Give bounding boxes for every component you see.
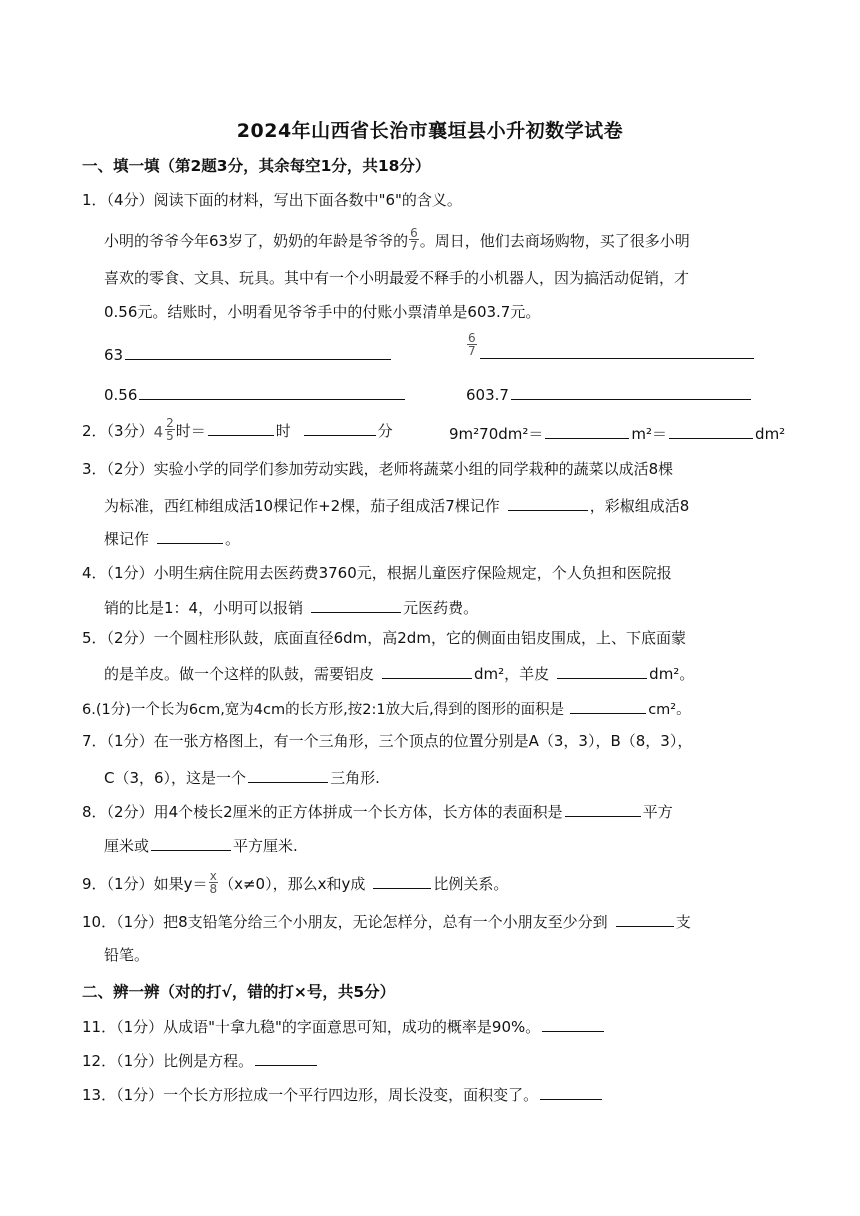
q10-line2: 铅笔。 (104, 946, 150, 964)
q8-line2 (104, 834, 298, 856)
q2-text: 分 (377, 422, 393, 440)
q3-text: ，彩椒组成活8 (589, 497, 690, 515)
answer-blank[interactable] (208, 419, 274, 436)
q6-text: cm²。 (648, 702, 691, 718)
answer-blank[interactable] (545, 422, 629, 439)
answer-blank[interactable] (248, 766, 328, 783)
q5-line2 (104, 662, 694, 684)
q9-text: 9．（1分）如果y＝ (82, 875, 208, 893)
answer-blank[interactable] (511, 383, 751, 400)
q2-text: dm² (755, 425, 786, 443)
q1-para-line3: 0.56元。结账时，小明看见爷爷手中的付账小票清单是603.7元。 (104, 303, 541, 321)
answer-blank[interactable] (669, 422, 753, 439)
answer-blank[interactable] (139, 383, 405, 400)
q1-answer-63 (104, 343, 393, 364)
q1-answer-frac (466, 331, 756, 359)
answer-blank[interactable] (311, 596, 401, 613)
q2-area-conversion (449, 422, 785, 444)
q6-line1 (82, 697, 691, 720)
q4-line1: 4．（1分）小明生病住院用去医药费3760元，根据儿童医疗保险规定，个人负担和医院报 (82, 564, 672, 582)
answer-label: 603.7 (466, 386, 509, 404)
q8-text: 平方厘米. (233, 837, 298, 855)
q7-text: 三角形. (330, 769, 380, 787)
q8-line1 (82, 800, 673, 822)
q5-text: dm²。 (649, 665, 695, 683)
answer-blank[interactable] (540, 1083, 602, 1100)
q2-text: 时＝ (175, 422, 206, 440)
q10-line1 (82, 910, 691, 932)
q9-text: 比例关系。 (433, 875, 509, 893)
q7-line1: 7．（1分）在一张方格图上，有一个三角形，三个顶点的位置分别是A（3，3），B（8，3）， (82, 732, 693, 750)
q3-text: 为标准，西红柿组成活10棵记作+2棵，茄子组成活7棵记作 (104, 497, 500, 515)
q1-answer-056 (104, 383, 407, 404)
answer-blank[interactable] (304, 419, 376, 436)
q3-line3 (104, 527, 240, 549)
q3-line1: 3．（2分）实验小学的同学们参加劳动实践，老师将蔬菜小组的同学栽种的蔬菜以成活8棵 (82, 460, 674, 478)
q1-stem: 1．（4分）阅读下面的材料，写出下面各数中"6"的含义。 (82, 191, 462, 209)
fraction: $\frac{6}{7}$ (468, 331, 476, 358)
answer-blank[interactable] (125, 343, 391, 360)
q12-text: 12．（1分）比例是方程。 (82, 1052, 254, 1070)
q10-text: 10．（1分）把8支铅笔分给三个小朋友，无论怎样分，总有一个小朋友至少分到 (82, 913, 608, 931)
answer-blank[interactable] (373, 872, 431, 889)
q8-text: 8．（2分）用4个棱长2厘米的正方体拼成一个长方体，长方体的表面积是 (82, 803, 563, 821)
q6-text: 6.(1分)一个长为6cm,宽为4cm的长方形,按2:1放大后,得到的图形的面积是 (82, 702, 565, 718)
q1-para-line1 (104, 226, 690, 254)
answer-blank[interactable] (508, 494, 588, 511)
q5-text: dm²，羊皮 (474, 665, 550, 683)
section-2-heading: 二、辨一辨（对的打√，错的打×号，共5分） (82, 983, 396, 1001)
q11-text: 11．（1分）从成语"十拿九稳"的字面意思可知，成功的概率是90%。 (82, 1018, 541, 1036)
q13-line (82, 1083, 604, 1105)
q12-line (82, 1049, 319, 1071)
answer-blank[interactable] (157, 527, 223, 544)
q1-answer-6037 (466, 383, 753, 404)
q7-text: C（3，6），这是一个 (104, 769, 247, 787)
q3-text: 。 (225, 530, 241, 548)
answer-blank[interactable] (570, 697, 646, 714)
section-1-heading: 一、填一填（第2题3分，其余每空1分，共18分） (82, 157, 431, 175)
q10-text: 支 (675, 913, 691, 931)
q13-text: 13．（1分）一个长方形拉成一个平行四边形，周长没变，面积变了。 (82, 1086, 539, 1104)
question-prefix: 2．（3分） (82, 422, 154, 440)
answer-blank[interactable] (382, 662, 472, 679)
answer-blank[interactable] (565, 800, 641, 817)
answer-blank[interactable] (616, 910, 674, 927)
answer-blank[interactable] (557, 662, 647, 679)
answer-blank[interactable] (255, 1049, 317, 1066)
q2-text: 9m²70dm²＝ (449, 425, 544, 443)
q3-line2 (104, 494, 689, 516)
answer-label: 0.56 (104, 386, 138, 404)
exam-title: 2024年山西省长治市襄垣县小升初数学试卷 (236, 120, 624, 142)
q4-text: 销的比是1：4，小明可以报销 (104, 599, 304, 617)
q9-text: （x≠0），那么x和y成 (219, 875, 366, 893)
q3-text: 棵记作 (104, 530, 150, 548)
mixed-number: 4 $\frac{2}{5}$ (153, 416, 174, 443)
q4-line2 (104, 596, 478, 618)
q5-text: 的是羊皮。做一个这样的队鼓，需要铝皮 (104, 665, 375, 683)
answer-blank[interactable] (480, 342, 754, 359)
answer-label: 63 (104, 346, 124, 364)
q1-text: 。周日，他们去商场购物，买了很多小明 (419, 232, 690, 250)
q8-text: 平方 (642, 803, 673, 821)
q2-text: 时 (275, 422, 291, 440)
fraction: $\frac{x}{8}$ (209, 869, 218, 896)
q1-para-line2: 喜欢的零食、文具、玩具。其中有一个小明最爱不释手的小机器人，因为搞活动促销，才 (104, 269, 690, 287)
q1-text: 小明的爷爷今年63岁了，奶奶的年龄是爷爷的 (104, 232, 409, 250)
q2-text: m²＝ (631, 425, 668, 443)
fraction: $\frac{6}{7}$ (410, 226, 418, 253)
q9-line1 (82, 869, 509, 897)
q8-text: 厘米或 (104, 837, 150, 855)
q4-text: 元医药费。 (403, 599, 479, 617)
answer-blank[interactable] (151, 834, 231, 851)
q11-line (82, 1015, 606, 1037)
answer-blank[interactable] (542, 1015, 604, 1032)
q7-line2 (104, 766, 380, 788)
q5-line1: 5．（2分）一个圆柱形队鼓，底面直径6dm，高2dm，它的侧面由铝皮围成，上、下底面蒙 (82, 629, 686, 647)
q2-line (82, 416, 393, 444)
